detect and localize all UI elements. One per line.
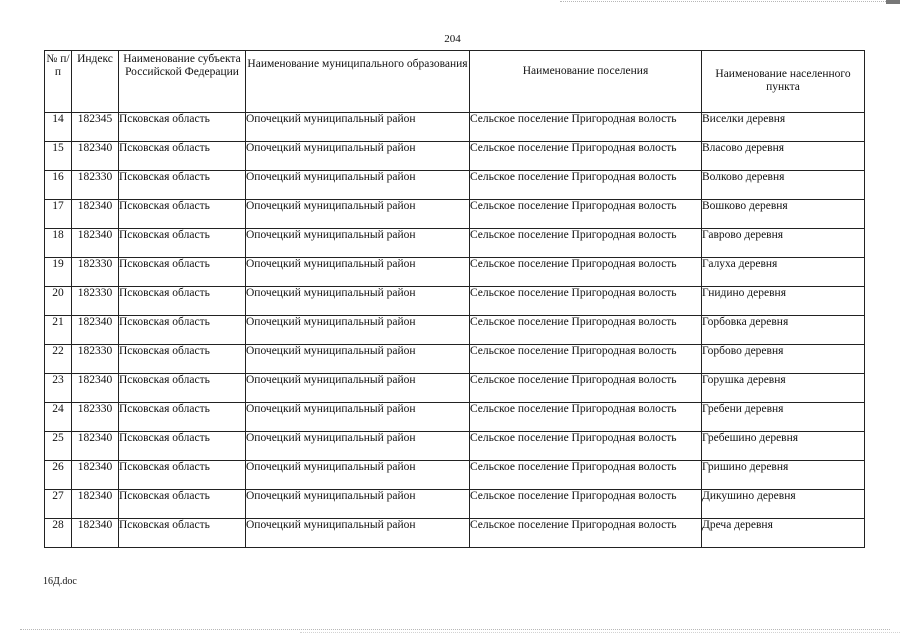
cell-federal-subject: Псковская область [119,374,246,403]
cell-locality: Горушка деревня [702,374,865,403]
cell-locality: Галуха деревня [702,258,865,287]
cell-row-number: 28 [45,519,72,548]
table-row [45,432,865,461]
cell-federal-subject: Псковская область [119,287,246,316]
settlement-table [44,50,865,548]
footer-filename: 16Д.doc [43,576,77,587]
cell-postal-index: 182340 [72,461,119,490]
cell-federal-subject: Псковская область [119,490,246,519]
cell-postal-index: 182330 [72,403,119,432]
cell-federal-subject: Псковская область [119,519,246,548]
cell-postal-index: 182340 [72,229,119,258]
table-row [45,519,865,548]
table-row [45,403,865,432]
header-federal-subject: Наименование субъекта Российской Федерации [119,51,246,113]
table-row [45,490,865,519]
table-row [45,258,865,287]
scan-mark-top [886,0,900,4]
cell-municipality: Опочецкий муниципальный район [246,490,470,519]
cell-locality: Дреча деревня [702,519,865,548]
cell-locality: Гнидино деревня [702,287,865,316]
cell-municipality: Опочецкий муниципальный район [246,519,470,548]
cell-federal-subject: Псковская область [119,171,246,200]
cell-row-number: 17 [45,200,72,229]
cell-settlement: Сельское поселение Пригородная волость [470,171,702,200]
cell-row-number: 25 [45,432,72,461]
cell-federal-subject: Псковская область [119,200,246,229]
scan-artifact-bottom-2 [300,632,900,633]
cell-municipality: Опочецкий муниципальный район [246,461,470,490]
cell-locality: Гребешино деревня [702,432,865,461]
cell-municipality: Опочецкий муниципальный район [246,258,470,287]
cell-postal-index: 182340 [72,142,119,171]
cell-postal-index: 182340 [72,316,119,345]
cell-settlement: Сельское поселение Пригородная волость [470,258,702,287]
header-row-number: № п/п [45,51,72,113]
table-row [45,374,865,403]
table-row [45,345,865,374]
cell-municipality: Опочецкий муниципальный район [246,345,470,374]
cell-row-number: 14 [45,113,72,142]
table-row [45,287,865,316]
cell-settlement: Сельское поселение Пригородная волость [470,287,702,316]
cell-municipality: Опочецкий муниципальный район [246,113,470,142]
cell-settlement: Сельское поселение Пригородная волость [470,403,702,432]
cell-municipality: Опочецкий муниципальный район [246,142,470,171]
table-row [45,200,865,229]
cell-postal-index: 182340 [72,200,119,229]
cell-locality: Волково деревня [702,171,865,200]
table-body [45,113,865,548]
cell-row-number: 21 [45,316,72,345]
scan-artifact-top [560,1,890,4]
cell-settlement: Сельское поселение Пригородная волость [470,200,702,229]
cell-postal-index: 182340 [72,490,119,519]
cell-settlement: Сельское поселение Пригородная волость [470,461,702,490]
table-row [45,316,865,345]
header-postal-index: Индекс [72,51,119,113]
cell-federal-subject: Псковская область [119,345,246,374]
cell-locality: Власово деревня [702,142,865,171]
cell-postal-index: 182330 [72,171,119,200]
cell-municipality: Опочецкий муниципальный район [246,432,470,461]
header-locality: Наименование населенного пункта [702,51,865,113]
cell-locality: Горбово деревня [702,345,865,374]
cell-postal-index: 182345 [72,113,119,142]
cell-locality: Вошково деревня [702,200,865,229]
scan-artifact-bottom [20,629,890,630]
cell-locality: Гребени деревня [702,403,865,432]
cell-municipality: Опочецкий муниципальный район [246,200,470,229]
cell-settlement: Сельское поселение Пригородная волость [470,519,702,548]
cell-municipality: Опочецкий муниципальный район [246,374,470,403]
cell-federal-subject: Псковская область [119,229,246,258]
cell-postal-index: 182340 [72,374,119,403]
cell-locality: Горбовка деревня [702,316,865,345]
cell-postal-index: 182340 [72,432,119,461]
cell-row-number: 20 [45,287,72,316]
cell-settlement: Сельское поселение Пригородная волость [470,113,702,142]
cell-settlement: Сельское поселение Пригородная волость [470,229,702,258]
cell-row-number: 23 [45,374,72,403]
table-row [45,171,865,200]
cell-row-number: 16 [45,171,72,200]
table-row [45,113,865,142]
cell-settlement: Сельское поселение Пригородная волость [470,432,702,461]
cell-row-number: 18 [45,229,72,258]
header-municipality: Наименование муниципального образования [246,51,470,113]
cell-federal-subject: Псковская область [119,316,246,345]
cell-federal-subject: Псковская область [119,258,246,287]
cell-settlement: Сельское поселение Пригородная волость [470,490,702,519]
cell-federal-subject: Псковская область [119,461,246,490]
cell-locality: Гаврово деревня [702,229,865,258]
cell-settlement: Сельское поселение Пригородная волость [470,142,702,171]
cell-row-number: 15 [45,142,72,171]
cell-postal-index: 182330 [72,345,119,374]
cell-row-number: 19 [45,258,72,287]
cell-federal-subject: Псковская область [119,432,246,461]
cell-postal-index: 182330 [72,258,119,287]
header-settlement: Наименование поселения [470,51,702,113]
cell-locality: Дикушино деревня [702,490,865,519]
page-number: 204 [444,33,461,45]
cell-settlement: Сельское поселение Пригородная волость [470,316,702,345]
cell-locality: Виселки деревня [702,113,865,142]
cell-municipality: Опочецкий муниципальный район [246,229,470,258]
cell-postal-index: 182330 [72,287,119,316]
table-header-row [45,51,865,113]
cell-settlement: Сельское поселение Пригородная волость [470,345,702,374]
table-row [45,142,865,171]
cell-municipality: Опочецкий муниципальный район [246,316,470,345]
cell-federal-subject: Псковская область [119,142,246,171]
cell-row-number: 27 [45,490,72,519]
cell-row-number: 26 [45,461,72,490]
cell-federal-subject: Псковская область [119,403,246,432]
cell-municipality: Опочецкий муниципальный район [246,287,470,316]
cell-row-number: 22 [45,345,72,374]
cell-settlement: Сельское поселение Пригородная волость [470,374,702,403]
cell-postal-index: 182340 [72,519,119,548]
cell-municipality: Опочецкий муниципальный район [246,403,470,432]
cell-locality: Гришино деревня [702,461,865,490]
table-row [45,229,865,258]
cell-federal-subject: Псковская область [119,113,246,142]
cell-row-number: 24 [45,403,72,432]
table-row [45,461,865,490]
cell-municipality: Опочецкий муниципальный район [246,171,470,200]
